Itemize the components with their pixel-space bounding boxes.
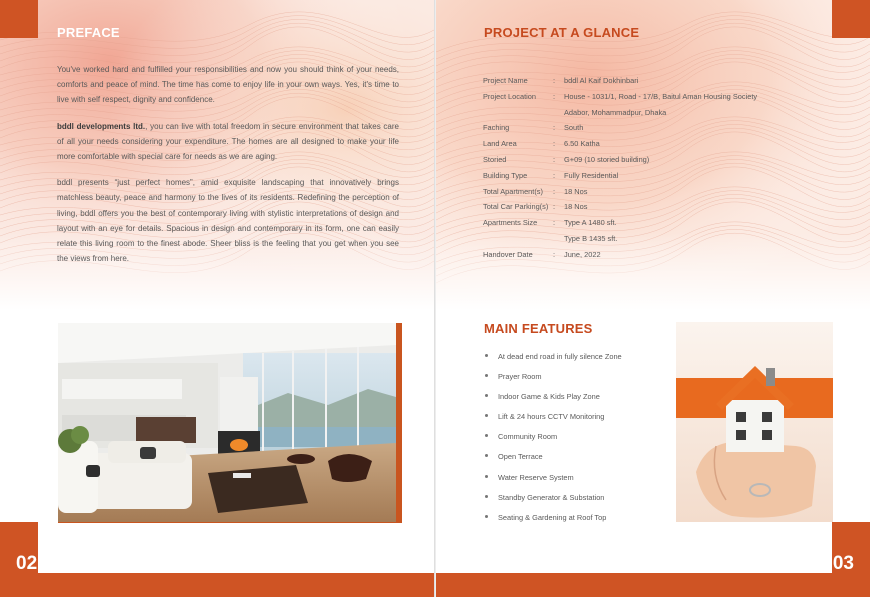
detail-separator: : (553, 202, 556, 212)
detail-value: 6.50 Katha (564, 139, 600, 149)
project-glance-heading: PROJECT AT A GLANCE (484, 25, 640, 40)
detail-label: Project Location (483, 91, 536, 101)
page-number: 03 (832, 553, 854, 574)
page-number: 02 (16, 553, 38, 574)
preface-paragraph-2 (57, 119, 399, 165)
main-features-heading: MAIN FEATURES (484, 321, 593, 336)
detail-value: 18 Nos (564, 186, 588, 196)
detail-value: South (564, 123, 584, 133)
bullet-icon (485, 374, 488, 377)
feature-text: Water Reserve System (498, 472, 574, 482)
detail-label: Apartments Size (483, 218, 538, 228)
main-features-list (484, 352, 622, 533)
detail-separator: : (553, 154, 556, 164)
feature-item (484, 432, 622, 452)
detail-separator: : (553, 249, 556, 259)
feature-item (484, 412, 622, 432)
detail-separator: : (553, 170, 556, 180)
right-page (436, 0, 870, 597)
detail-label: Project Name (483, 76, 528, 85)
bullet-icon (485, 454, 488, 457)
detail-value: June, 2022 (564, 249, 601, 259)
preface-body (57, 62, 399, 277)
detail-separator: : (553, 123, 556, 133)
detail-value: Type A 1480 sft. (564, 218, 617, 228)
detail-label: Handover Date (483, 249, 533, 259)
corner-accent-top-left (0, 0, 38, 38)
feature-text: Standby Generator & Substation (498, 492, 605, 502)
detail-value: House - 1031/1, Road - 17/B, Baitul Aman Housing Society (564, 91, 758, 101)
feature-item (484, 493, 622, 513)
house-in-hand-photo (676, 322, 833, 522)
detail-label: Total Car Parking(s) (483, 202, 549, 212)
preface-heading: PREFACE (57, 25, 120, 40)
bullet-icon (485, 495, 488, 498)
feature-text: Community Room (498, 432, 558, 442)
corner-accent-top-right (832, 0, 870, 38)
detail-value: Adabor, Mohammadpur, Dhaka (564, 107, 667, 117)
detail-separator: : (553, 218, 556, 228)
feature-item (484, 352, 622, 372)
bullet-icon (485, 414, 488, 417)
bullet-icon (485, 434, 488, 437)
detail-label: Building Type (483, 170, 528, 180)
detail-value: bddl Al Kaif Dokhinbari (564, 76, 639, 85)
feature-text: Seating & Gardening at Roof Top (498, 512, 607, 522)
feature-item (484, 452, 622, 472)
detail-value: Fully Residential (564, 170, 619, 180)
bullet-icon (485, 515, 488, 518)
bottom-band (436, 573, 870, 597)
detail-separator: : (553, 91, 556, 101)
left-page (0, 0, 434, 597)
feature-item (484, 513, 622, 533)
detail-label: Storied (483, 154, 507, 164)
bullet-icon (485, 354, 488, 357)
detail-value: 18 Nos (564, 202, 588, 212)
detail-label: Faching (483, 123, 510, 133)
feature-item (484, 473, 622, 493)
bottom-band (0, 573, 434, 597)
bullet-icon (485, 394, 488, 397)
company-name: bddl developments ltd. (57, 121, 146, 131)
detail-value: G+09 (10 storied building) (564, 154, 650, 164)
feature-text: At dead end road in fully silence Zone (498, 352, 622, 361)
detail-separator: : (553, 139, 556, 149)
feature-item (484, 392, 622, 412)
feature-text: Prayer Room (498, 372, 542, 382)
feature-text: Open Terrace (498, 452, 543, 462)
feature-item (484, 372, 622, 392)
feature-text: Lift & 24 hours CCTV Monitoring (498, 412, 605, 422)
feature-text: Indoor Game & Kids Play Zone (498, 392, 600, 402)
detail-separator: : (553, 76, 556, 85)
detail-separator: : (553, 186, 556, 196)
preface-paragraph-3: bddl presents “just perfect homes”, amid exquisite landscaping that innovatively brings matchless beauty, peace and harmony to the lives of its residents. Redefining the perception of living, bddl offers you the best of contemporary living with stylistic interpretations of design and layout with an eye for details. Spacious in design and contemporary in its form, one can easily relate this living room to the finest abode. Sheer bliss is the feeling that you get when you see the views from here. (57, 178, 399, 264)
living-room-photo (58, 323, 396, 522)
preface-paragraph-2-text: , you can live with total freedom in secure environment that takes care of all your needs considering your expenditure. The homes are all designed to make your life more comfortable with special care for needs as we are aging. (57, 121, 399, 162)
preface-paragraph-1: You've worked hard and fulfilled your responsibilities and now you should think of your needs, comforts and peace of mind. The time has come to enjoy life in your own ways. Yes, it's time to live with self respect, dignity and confidence. (57, 65, 399, 105)
detail-label: Land Area (483, 139, 517, 149)
bullet-icon (485, 475, 488, 478)
detail-value: Type B 1435 sft. (564, 233, 618, 243)
detail-label: Total Apartment(s) (483, 186, 543, 196)
living-room-photo-frame (58, 323, 402, 523)
